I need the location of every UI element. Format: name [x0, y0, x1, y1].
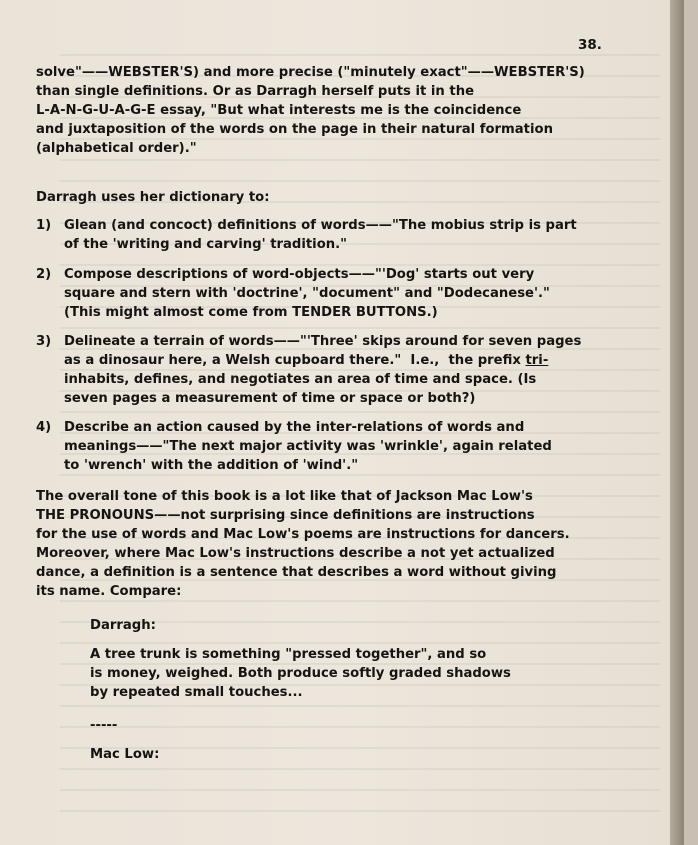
intro-line: and juxtaposition of the words on the page in their natural formation — [36, 122, 553, 137]
quote-attribution: Darragh: — [90, 618, 156, 633]
tone-line: dance, a definition is a sentence that describes a word without giving — [36, 565, 557, 580]
item-line: seven pages a measurement of time or space or both?) — [64, 391, 476, 406]
item-line: square and stern with 'doctrine', "document" and "Dodecanese'." — [64, 286, 550, 301]
item-number: 3) — [36, 334, 52, 349]
separator: ----- — [90, 718, 118, 733]
item-line: Describe an action caused by the inter-relations of words and — [64, 420, 525, 435]
tone-line: its name. Compare: — [36, 584, 182, 599]
intro-line: L-A-N-G-U-A-G-E essay, "But what interests me is the coincidence — [36, 103, 522, 118]
intro-line: (alphabetical order)." — [36, 141, 197, 156]
item-line: meanings——"The next major activity was 'wrinkle', again related — [64, 439, 552, 454]
tone-line: The overall tone of this book is a lot like that of Jackson Mac Low's — [36, 489, 533, 504]
item-number: 2) — [36, 267, 52, 282]
quote-line: is money, weighed. Both produce softly graded shadows — [90, 666, 511, 681]
item-line: to 'wrench' with the addition of 'wind'." — [64, 458, 359, 473]
item-line: Glean (and concoct) definitions of words——"The mobius strip is part — [64, 218, 577, 233]
intro-line: solve"——WEBSTER'S) and more precise ("minutely exact"——WEBSTER'S) — [36, 65, 585, 80]
uses-heading: Darragh uses her dictionary to: — [36, 190, 270, 205]
item-line: inhabits, defines, and negotiates an area of time and space. (Is — [64, 372, 537, 387]
item-line — [64, 352, 548, 371]
item-line: (This might almost come from TENDER BUTTONS.) — [64, 305, 438, 320]
item-line: of the 'writing and carving' tradition." — [64, 237, 348, 252]
quote-line: by repeated small touches... — [90, 685, 303, 700]
intro-line: than single definitions. Or as Darragh herself puts it in the — [36, 84, 475, 99]
item-line: Compose descriptions of word-objects——"'Dog' starts out very — [64, 267, 535, 282]
page-edge — [670, 0, 684, 845]
page-number: 38. — [578, 37, 602, 53]
tone-line: Moreover, where Mac Low's instructions describe a not yet actualized — [36, 546, 555, 561]
item-line: Delineate a terrain of words——"'Three' skips around for seven pages — [64, 334, 582, 349]
item-number: 1) — [36, 218, 52, 233]
item-line-text: as a dinosaur here, a Welsh cupboard there." I.e., the prefix — [64, 353, 526, 368]
quote-attribution: Mac Low: — [90, 747, 160, 762]
tone-line: for the use of words and Mac Low's poems are instructions for dancers. — [36, 527, 570, 542]
item-number: 4) — [36, 420, 52, 435]
underlined-prefix: tri- — [525, 353, 549, 368]
tone-line: THE PRONOUNS——not surprising since definitions are instructions — [36, 508, 535, 523]
quote-line: A tree trunk is something "pressed together", and so — [90, 647, 487, 662]
